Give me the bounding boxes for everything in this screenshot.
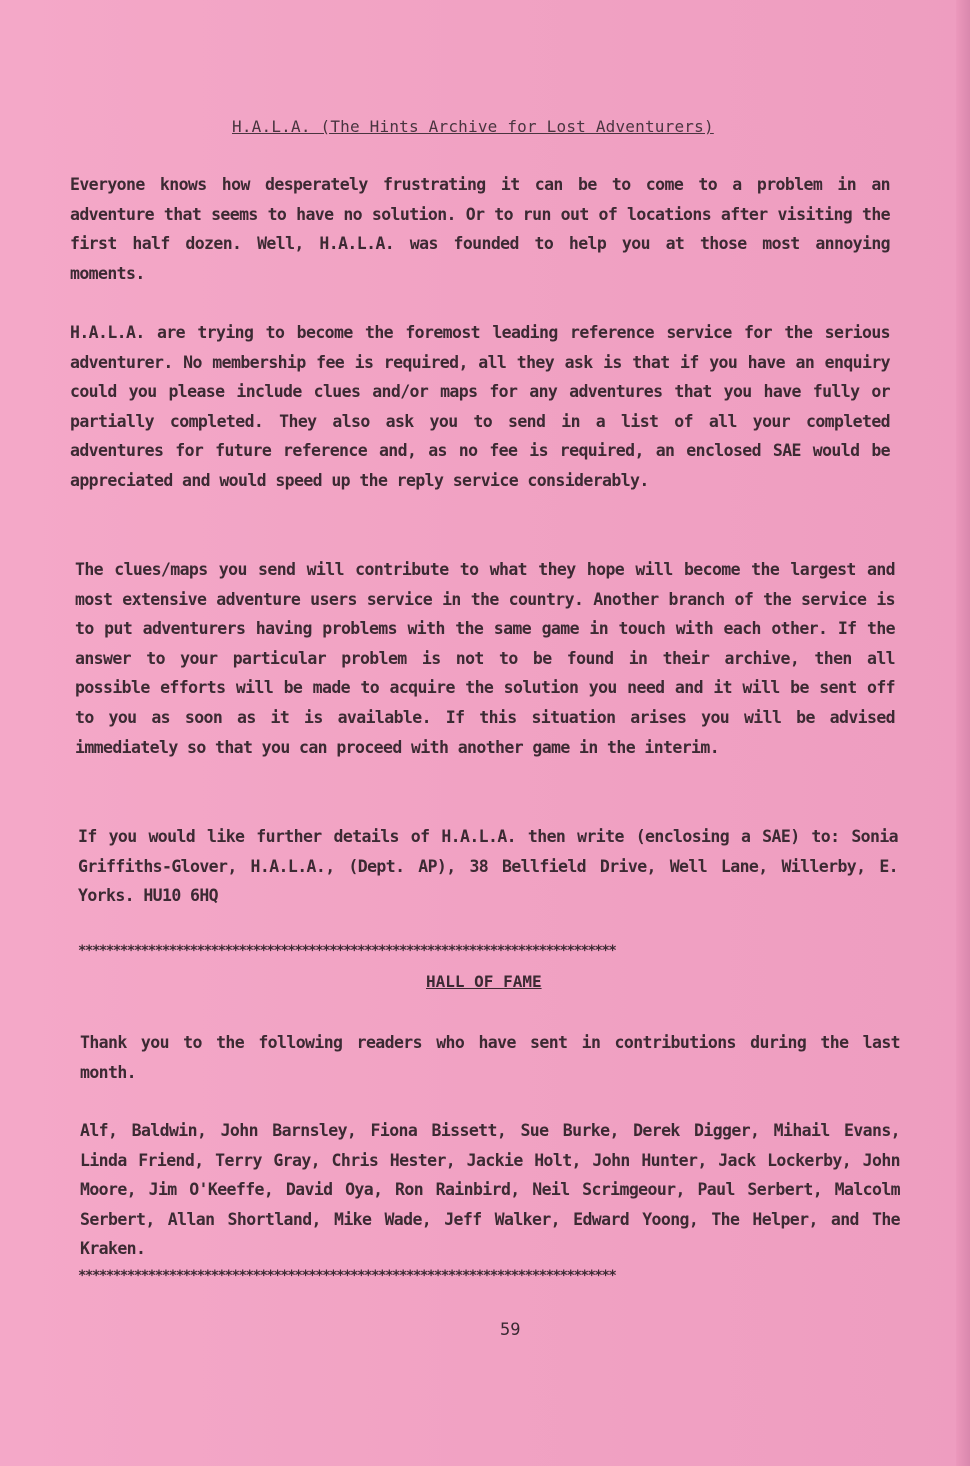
star-divider-top: *****************************************************************************: [78, 943, 616, 959]
hall-of-fame-intro: Thank you to the following readers who have sent in contributions during the last month.: [80, 1033, 900, 1082]
paragraph-membership: H.A.L.A. are trying to become the foremost leading reference service for the serious adventurer. No membership fee is required, all they ask is that if you have an enquiry could you please include clues and/or maps for any adventures that you have fully or partially completed. They also ask you to send in a list of all your completed adventures for future reference and, as no fee is required, an enclosed SAE would be appreciated and would speed up the reply service considerably.: [70, 323, 890, 490]
article-title: H.A.L.A. (The Hints Archive for Lost Adventurers): [232, 117, 714, 136]
page-number: 59: [500, 1320, 521, 1340]
hall-of-fame-names: Alf, Baldwin, John Barnsley, Fiona Bissett, Sue Burke, Derek Digger, Mihail Evans, Linda Friend, Terry Gray, Chris Hester, Jackie Holt, John Hunter, Jack Lockerby, John Moore, Jim O'Keeffe, David Oya, Ron Rainbird, Neil Scrimgeour, Paul Serbert, Malcolm Serbert, Allan Shortland, Mike Wade, Jeff Walker, Edward Yoong, The Helper, and The Kraken.: [80, 1121, 900, 1259]
paragraph-intro: Everyone knows how desperately frustrating it can be to come to a problem in an adventure that seems to have no solution. Or to run out of locations after visiting the first half dozen. Well, H.A.L.A. was founded to help you at those most annoying moments.: [70, 175, 890, 283]
paragraph-contact-address: If you would like further details of H.A.L.A. then write (enclosing a SAE) to: Sonia Griffiths-Glover, H.A.L.A., (Dept. AP), 38 Bellfield Drive, Well Lane, Willerby, E. Yorks. HU10 6HQ: [78, 827, 898, 906]
hall-of-fame-heading: HALL OF FAME: [426, 972, 542, 991]
star-divider-bottom: *****************************************************************************: [78, 1268, 616, 1284]
page-edge: [956, 0, 970, 1466]
paragraph-service: The clues/maps you send will contribute to what they hope will become the largest and most extensive adventure users service in the country. Another branch of the service is to put adventurers having problems with the same game in touch with each other. If the answer to your particular problem is not to be found in their archive, then all possible efforts will be made to acquire the solution you need and it will be sent off to you as soon as it is available. If this situation arises you will be advised immediately so that you can proceed with another game in the interim.: [75, 560, 895, 757]
